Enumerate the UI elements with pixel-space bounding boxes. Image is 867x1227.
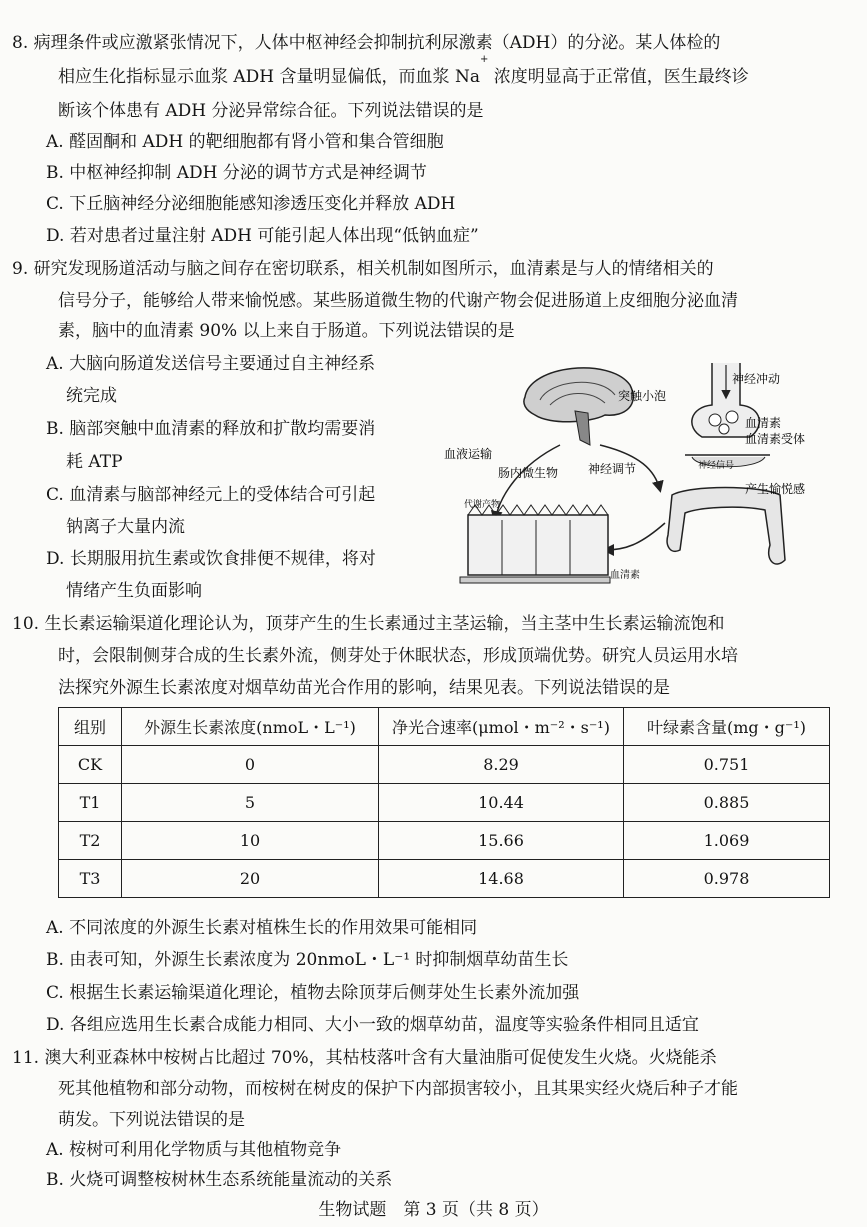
table-row <box>59 784 830 822</box>
label-synaptic-vesicle: 突触小泡 <box>618 389 667 403</box>
table-cell: 0.885 <box>624 784 830 822</box>
table-cell: T3 <box>59 860 122 898</box>
table-cell: 10.44 <box>379 784 624 822</box>
label-pleasure: 产生愉悦感 <box>745 482 806 496</box>
table-cell: T2 <box>59 822 122 860</box>
label-serotonin-receptor: 血清素受体 <box>745 432 806 446</box>
q11-stem-line2: 死其他植物和部分动物，而桉树在树皮的保护下内部损害较小，且其果实经火烧后种子才能 <box>58 1079 738 1099</box>
q8-option-d: D. 若对患者过量注射 ADH 可能引起人体出现“低钠血症” <box>46 226 479 246</box>
q9-option-d-cont: 情绪产生负面影响 <box>66 581 202 601</box>
auxin-data-table <box>58 707 830 898</box>
q11-stem-line3: 萌发。下列说法错误的是 <box>58 1110 245 1130</box>
colon-illustration <box>667 488 785 565</box>
label-nerve-signal: 神经信号 <box>698 461 735 471</box>
table-header-cell: 组别 <box>59 708 122 746</box>
q9-option-b: B. 脑部突触中血清素的释放和扩散均需要消 <box>46 419 376 439</box>
q10-option-b: B. 由表可知，外源生长素浓度为 20nmoL・L⁻¹ 时抑制烟草幼苗生长 <box>46 950 569 970</box>
table-cell: CK <box>59 746 122 784</box>
table-cell: 15.66 <box>379 822 624 860</box>
q9-option-a: A. 大脑向肠道发送信号主要通过自主神经系 <box>46 354 376 374</box>
q10-stem-line2: 时，会限制侧芽合成的生长素外流，侧芽处于休眠状态，形成顶端优势。研究人员运用水培 <box>58 646 738 666</box>
q9-stem-line2: 信号分子，能够给人带来愉悦感。某些肠道微生物的代谢产物会促进肠道上皮细胞分泌血清 <box>58 291 738 311</box>
table-cell: 14.68 <box>379 860 624 898</box>
table-cell: 20 <box>122 860 379 898</box>
page-footer: 生物试题 第 3 页（共 8 页） <box>318 1200 549 1220</box>
q8-stem-line3: 断该个体患有 ADH 分泌异常综合征。下列说法错误的是 <box>58 101 484 121</box>
q10-stem-line1: 10. 生长素运输渠道化理论认为，顶芽产生的生长素通过主茎运输，当主茎中生长素运输流饱和 <box>12 614 725 634</box>
table-cell: 8.29 <box>379 746 624 784</box>
table-cell: 10 <box>122 822 379 860</box>
label-neural-regulation: 神经调节 <box>588 462 637 476</box>
q9-stem-line3: 素，脑中的血清素 90% 以上来自于肠道。下列说法错误的是 <box>58 321 515 341</box>
q8-stem-line2: 相应生化指标显示血浆 ADH 含量明显偏低，而血浆 Na+ 浓度明显高于正常值，医生最终诊 <box>58 54 749 87</box>
q11-stem-line1: 11. 澳大利亚森林中桉树占比超过 70%，其枯枝落叶含有大量油脂可促使发生火烧。火烧能杀 <box>12 1048 717 1068</box>
table-cell: T1 <box>59 784 122 822</box>
brain-illustration <box>524 368 633 445</box>
table-header-cell: 外源生长素浓度(nmoL・L⁻¹) <box>122 708 379 746</box>
table-row <box>59 746 830 784</box>
table-header-row <box>59 708 830 746</box>
table-cell: 0.751 <box>624 746 830 784</box>
q9-option-b-cont: 耗 ATP <box>66 452 123 472</box>
q8-option-a: A. 醛固酮和 ADH 的靶细胞都有肾小管和集合管细胞 <box>46 132 444 152</box>
table-cell: 0 <box>122 746 379 784</box>
gut-brain-diagram <box>440 345 840 595</box>
label-metabolite: 代谢产物 <box>464 500 501 510</box>
table-header-cell: 叶绿素含量(mg・g⁻¹) <box>624 708 830 746</box>
table-cell: 1.069 <box>624 822 830 860</box>
q10-stem-line3: 法探究外源生长素浓度对烟草幼苗光合作用的影响，结果见表。下列说法错误的是 <box>58 678 670 698</box>
gut-brain-figure <box>440 345 840 595</box>
table-cell: 5 <box>122 784 379 822</box>
label-serotonin-bottom: 血清素 <box>610 570 640 581</box>
label-gut-microbe: 肠内微生物 <box>498 466 559 480</box>
intestinal-epithelium <box>460 505 610 583</box>
label-serotonin-top: 血清素 <box>745 416 782 430</box>
table-header-cell: 净光合速率(μmol・m⁻²・s⁻¹) <box>379 708 624 746</box>
q10-option-c: C. 根据生长素运输渠道化理论，植物去除顶芽后侧芽处生长素外流加强 <box>46 983 580 1003</box>
q9-option-a-cont: 统完成 <box>66 386 117 406</box>
q10-option-d: D. 各组应选用生长素合成能力相同、大小一致的烟草幼苗，温度等实验条件相同且适宜 <box>46 1015 699 1035</box>
q11-option-a: A. 桉树可利用化学物质与其他植物竞争 <box>46 1140 342 1160</box>
q8-option-b: B. 中枢神经抑制 ADH 分泌的调节方式是神经调节 <box>46 163 427 183</box>
table-row <box>59 822 830 860</box>
q11-option-b: B. 火烧可调整桉树林生态系统能量流动的关系 <box>46 1170 393 1190</box>
q9-stem-line1: 9. 研究发现肠道活动与脑之间存在密切联系，相关机制如图所示，血清素是与人的情绪相关的 <box>12 259 714 279</box>
q10-option-a: A. 不同浓度的外源生长素对植株生长的作用效果可能相同 <box>46 918 478 938</box>
label-blood-transport: 血液运输 <box>444 447 493 461</box>
q9-option-c: C. 血清素与脑部神经元上的受体结合可引起 <box>46 485 376 505</box>
q8-stem-line1: 8. 病理条件或应激紧张情况下，人体中枢神经会抑制抗利尿激素（ADH）的分泌。某人体检的 <box>12 33 721 53</box>
label-nerve-impulse: 神经冲动 <box>732 372 781 386</box>
q9-option-c-cont: 钠离子大量内流 <box>66 517 185 537</box>
table-row <box>59 860 830 898</box>
table-cell: 0.978 <box>624 860 830 898</box>
q8-option-c: C. 下丘脑神经分泌细胞能感知渗透压变化并释放 ADH <box>46 194 456 214</box>
q9-option-d: D. 长期服用抗生素或饮食排便不规律，将对 <box>46 549 376 569</box>
